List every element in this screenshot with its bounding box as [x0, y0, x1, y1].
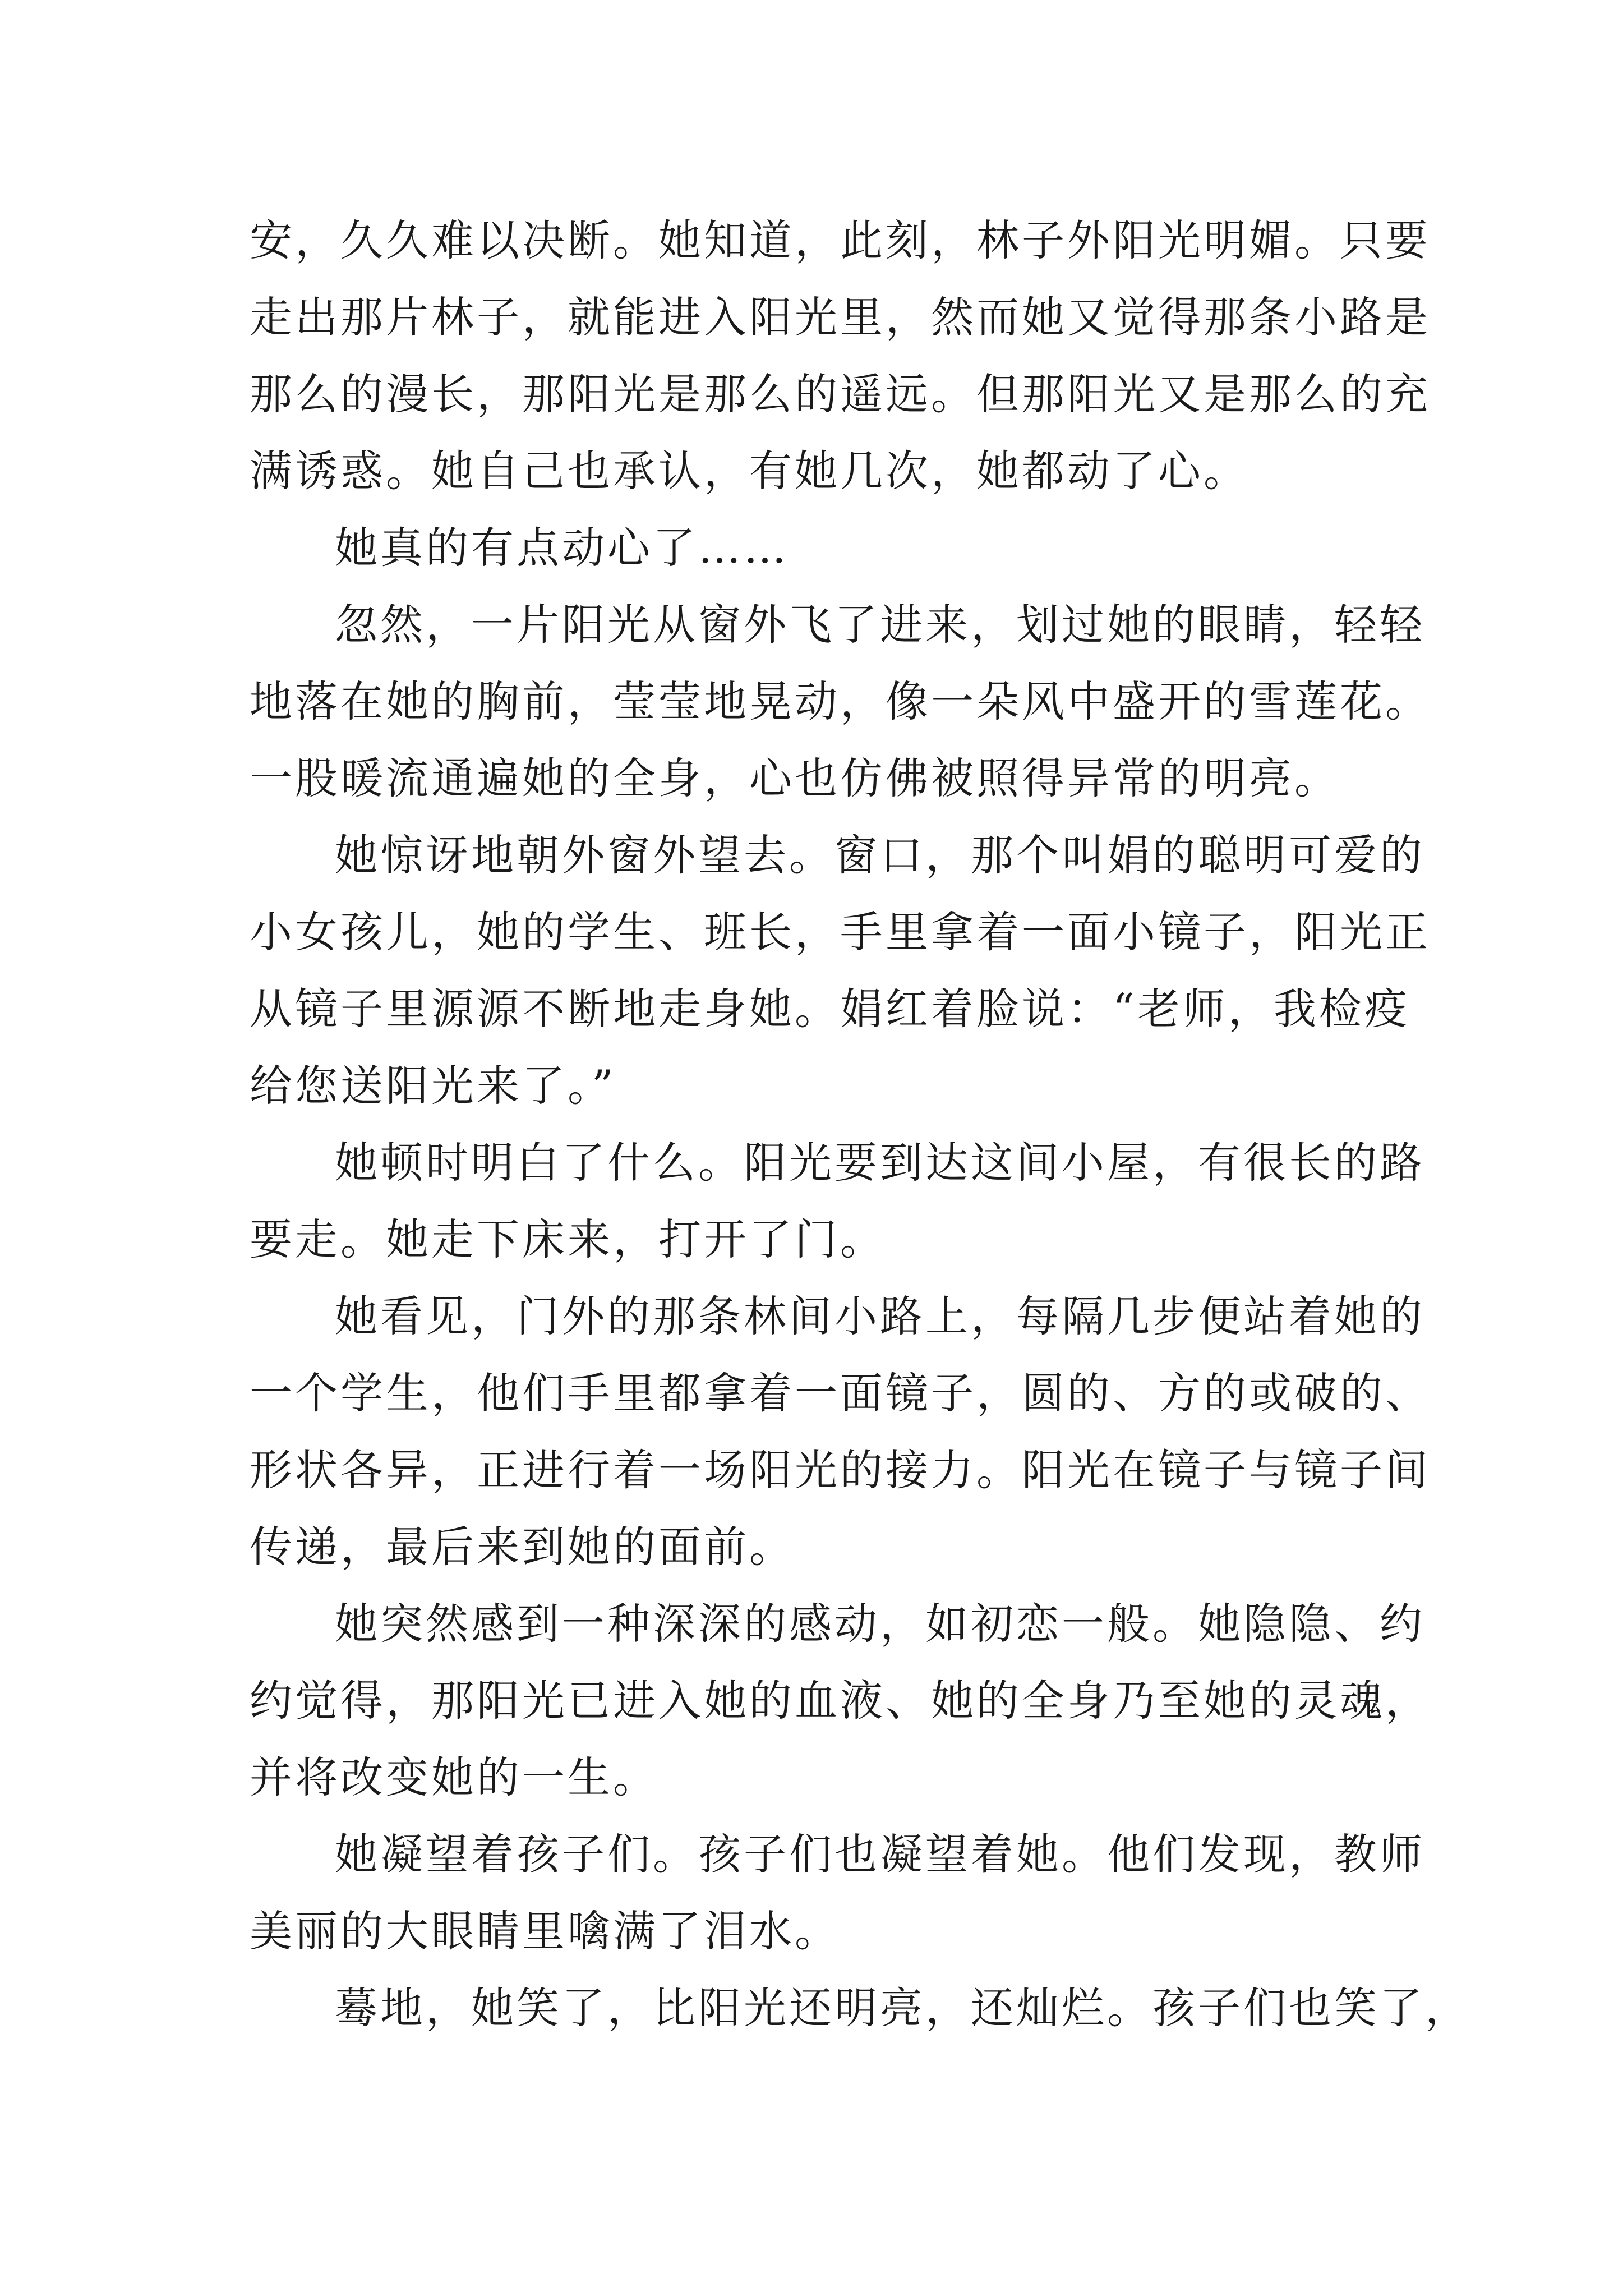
text-line: 她真的有点动心了…… [335, 523, 789, 573]
text-line: 她看见，门外的那条林间小路上，每隔几步便站着她的 [335, 1291, 1425, 1341]
text-line: 一股暖流通遍她的全身，心也仿佛被照得异常的明亮。 [250, 753, 1340, 803]
text-line: 忽然，一片阳光从窗外飞了进来，划过她的眼睛，轻轻 [335, 600, 1425, 650]
text-line: 蓦地，她笑了，比阳光还明亮，还灿烂。孩子们也笑了， [335, 1983, 1470, 2033]
text-line: 约觉得，那阳光已进入她的血液、她的全身乃至她的灵魂， [250, 1676, 1431, 1726]
text-line: 满诱惑。她自己也承认，有她几次，她都动了心。 [250, 446, 1249, 496]
body-text [250, 202, 1470, 2046]
text-line: 美丽的大眼睛里噙满了泪水。 [250, 1906, 840, 1956]
text-line: 从镜子里源源不断地走身她。娟红着脸说：“老师，我检疫 [250, 984, 1410, 1034]
text-line: 一个学生，他们手里都拿着一面镜子，圆的、方的或破的、 [250, 1368, 1431, 1418]
text-line: 并将改变她的一生。 [250, 1752, 658, 1802]
text-line: 她突然感到一种深深的感动，如初恋一般。她隐隐、约 [335, 1599, 1425, 1649]
text-line: 小女孩儿，她的学生、班长，手里拿着一面小镜子，阳光正 [250, 907, 1431, 957]
text-line: 那么的漫长，那阳光是那么的遥远。但那阳光又是那么的充 [250, 369, 1431, 419]
text-line: 安，久久难以决断。她知道，此刻，林子外阳光明媚。只要 [250, 215, 1431, 265]
text-line: 要走。她走下床来，打开了门。 [250, 1214, 886, 1264]
text-line: 她顿时明白了什么。阳光要到达这间小屋，有很长的路 [335, 1138, 1425, 1188]
text-line: 走出那片林子，就能进入阳光里，然而她又觉得那条小路是 [250, 292, 1431, 342]
text-line: 给您送阳光来了。” [250, 1061, 616, 1111]
text-line: 她惊讶地朝外窗外望去。窗口，那个叫娟的聪明可爱的 [335, 830, 1425, 880]
text-line: 传递，最后来到她的面前。 [250, 1522, 795, 1572]
text-line: 地落在她的胸前，莹莹地晃动，像一朵风中盛开的雪莲花。 [250, 677, 1431, 726]
text-line: 她凝望着孩子们。孩子们也凝望着她。他们发现，教师 [335, 1829, 1425, 1879]
text-line: 形状各异，正进行着一场阳光的接力。阳光在镜子与镜子间 [250, 1445, 1431, 1495]
